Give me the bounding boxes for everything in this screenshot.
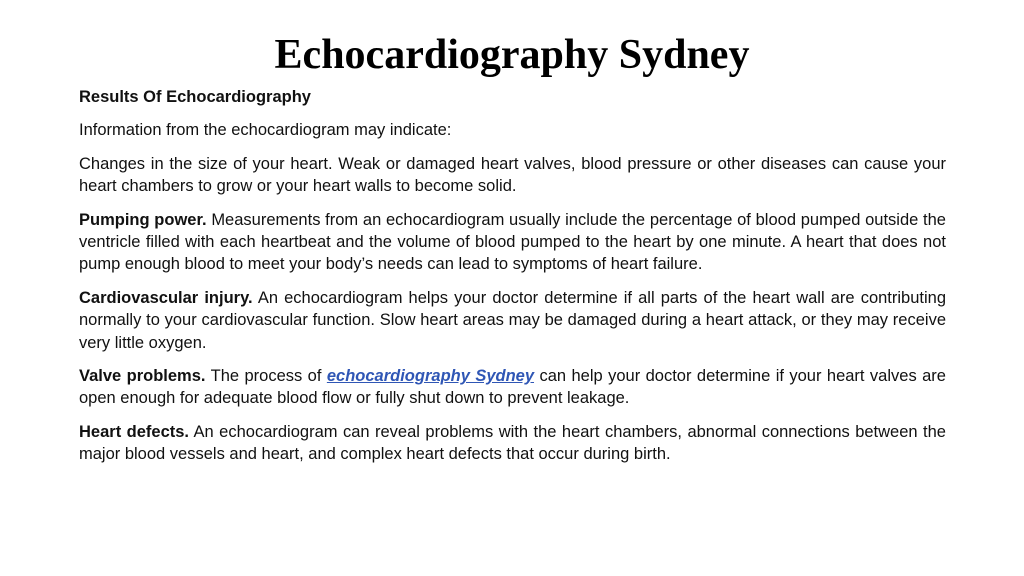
subheading: Results Of Echocardiography bbox=[79, 88, 311, 106]
valve-problems-text-after: can help your doctor determine if your heart valves are open enough for adequate blood flow or fully shut down to prevent leakage. bbox=[79, 367, 946, 408]
valve-problems-lead: Valve problems. bbox=[79, 367, 206, 386]
content-body bbox=[79, 86, 946, 477]
page-title: Echocardiography Sydney bbox=[274, 32, 750, 78]
paragraph-valve-problems bbox=[79, 365, 946, 410]
cardiovascular-injury-text: An echocardiogram helps your doctor determine if all parts of the heart wall are contributing normally to your cardiovascular function. Slow heart areas may be damaged during a heart attack, or they may receive very little oxygen. bbox=[79, 288, 946, 352]
paragraph-heart-defects bbox=[79, 421, 946, 466]
valve-problems-text-before: The process of bbox=[205, 367, 327, 386]
pumping-power-text: Measurements from an echocardiogram usually include the percentage of blood pumped outside the ventricle filled with each heartbeat and the volume of blood pumped to the heart by one minute. A heart that does not pump enough blood to meet your body’s needs can lead to symptoms of heart failure. bbox=[79, 210, 946, 274]
intro-text: Information from the echocardiogram may indicate: bbox=[79, 121, 452, 140]
cardiovascular-injury-lead: Cardiovascular injury. bbox=[79, 288, 253, 307]
paragraph-cardiovascular-injury bbox=[79, 287, 946, 354]
heart-defects-text: An echocardiogram can reveal problems with the heart chambers, abnormal connections between the major blood vessels and heart, and complex heart defects that occur during birth. bbox=[79, 422, 946, 464]
heart-defects-lead: Heart defects. bbox=[79, 422, 189, 441]
pumping-power-lead: Pumping power. bbox=[79, 210, 207, 229]
paragraph-size-changes: Changes in the size of your heart. Weak or damaged heart valves, blood pressure or other diseases can cause your heart chambers to grow or your heart walls to become solid. bbox=[79, 154, 946, 196]
echocardiography-sydney-link[interactable]: echocardiography Sydney bbox=[326, 367, 535, 386]
paragraph-pumping-power bbox=[79, 209, 946, 276]
